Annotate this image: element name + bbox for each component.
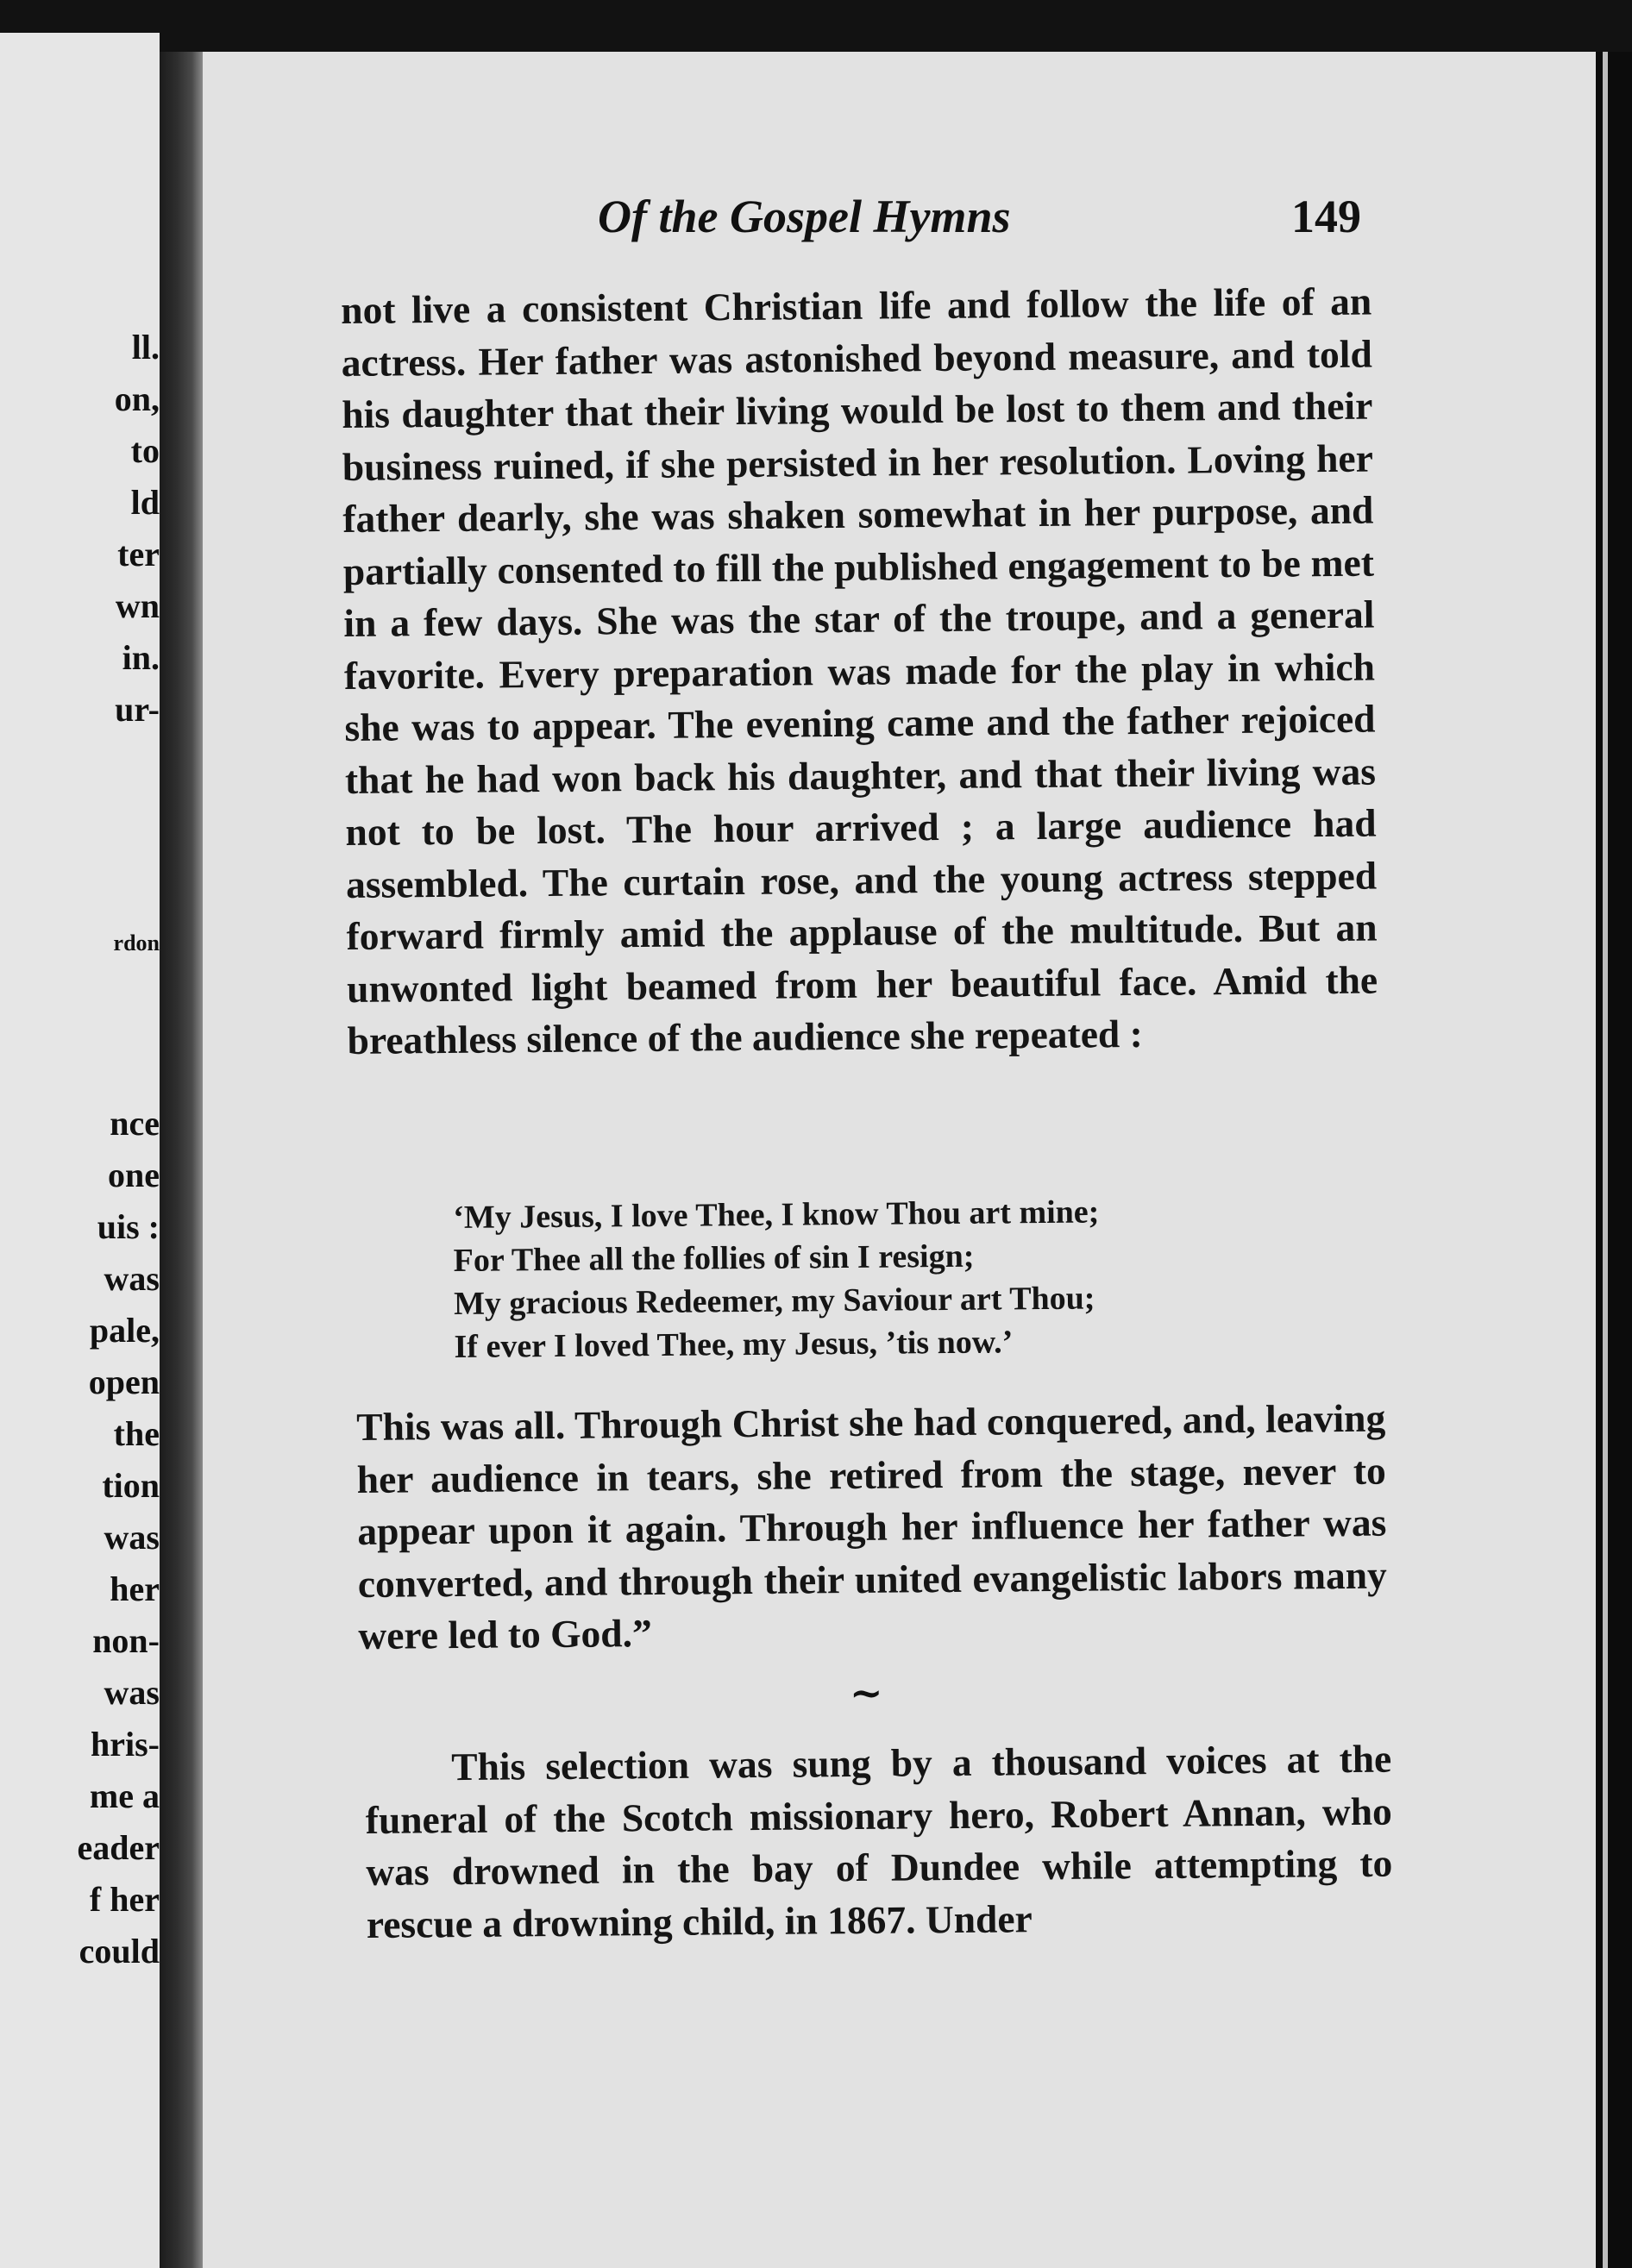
previous-page-fragment: non- xyxy=(92,1621,160,1660)
section-ornament: ~ xyxy=(850,1670,883,1716)
body-paragraph-1 xyxy=(341,276,1378,1068)
verse-line: ‘My Jesus, I love Thee, I know Thou art mine; xyxy=(453,1194,1100,1236)
page-number: 149 xyxy=(1291,191,1361,242)
previous-page-fragment: her xyxy=(110,1569,160,1608)
previous-page-fragment: me a xyxy=(89,1776,160,1815)
previous-page-fragment: uis : xyxy=(97,1207,160,1246)
previous-page-fragment: could xyxy=(78,1932,160,1970)
running-head xyxy=(399,190,1361,250)
paragraph-text: This was all. Through Christ she had conquered, and, leaving her audience in tears, she retired from the stage, never to appear upon it again. Through her influence her father was converted, and through their united evangelistic labors many were led to God.” xyxy=(356,1395,1388,1657)
body-paragraph-2 xyxy=(356,1393,1388,1663)
previous-page-fragment: wn xyxy=(115,586,160,625)
page-edge xyxy=(1596,52,1632,2268)
previous-page-fragment: one xyxy=(108,1156,160,1194)
previous-page-fragment: nce xyxy=(110,1104,160,1143)
previous-page xyxy=(0,33,160,2268)
previous-page-fragment: in. xyxy=(122,638,160,677)
previous-page-fragment: ll. xyxy=(131,328,160,367)
previous-page-fragment: eader xyxy=(77,1828,160,1867)
previous-page-fragment: ld xyxy=(130,483,160,522)
paragraph-text: This selection was sung by a thousand voices at the funeral of the Scotch missionary hero, Robert Annan, who was drowned in the bay of Dundee while attempting to rescue a drowning child, in 1867. Under xyxy=(365,1736,1393,1946)
previous-page-fragment: open xyxy=(88,1363,160,1401)
previous-page-fragment: rdon xyxy=(113,930,160,955)
previous-page-fragment: was xyxy=(104,1673,160,1712)
previous-page-fragment: ter xyxy=(117,535,160,573)
body-paragraph-3 xyxy=(365,1733,1393,1951)
previous-page-fragment: on, xyxy=(114,379,160,418)
previous-page-fragment: to xyxy=(130,431,160,470)
previous-page-fragment: the xyxy=(113,1414,160,1453)
previous-page-fragment: tion xyxy=(102,1466,160,1505)
previous-page-fragment: was xyxy=(104,1518,160,1557)
running-head-title: Of the Gospel Hymns xyxy=(598,191,1011,242)
paragraph-text: not live a consistent Christian life and follow the life of an actress. Her father was astonished beyond measure, and told his daughter that their living would be lost to them and their business ruined, if she persisted in her resolution. Loving her father dearly, she was shaken somewhat in her purpose, and partially consented to fill the published engagement to be met in a few days. She was the star of the troupe, and a general favorite. Every preparation was made for the play in which she was to appear. The evening came and the father rejoiced that he had won back his daughter, and that their living was not to be lost. The hour arrived ; a large audience had assembled. The curtain rose, and the young actress stepped forward firmly amid the applause of the multitude. But an unwonted light beamed from her beautiful face. Amid the breathless silence of the audience she repeated : xyxy=(341,279,1378,1062)
previous-page-fragment: hris- xyxy=(91,1725,160,1764)
previous-page-fragment: ur- xyxy=(115,690,160,729)
previous-page-fragment: f her xyxy=(89,1880,160,1919)
previous-page-fragment: pale, xyxy=(89,1311,160,1350)
verse-line: For Thee all the follies of sin I resign; xyxy=(453,1237,975,1279)
hymn-verse xyxy=(453,1189,1265,1369)
verse-line: If ever I loved Thee, my Jesus, ’tis now.’ xyxy=(454,1324,1014,1365)
previous-page-fragment: was xyxy=(104,1259,160,1298)
book-gutter xyxy=(160,52,203,2268)
verse-line: My gracious Redeemer, my Saviour art Thou; xyxy=(453,1280,1095,1322)
